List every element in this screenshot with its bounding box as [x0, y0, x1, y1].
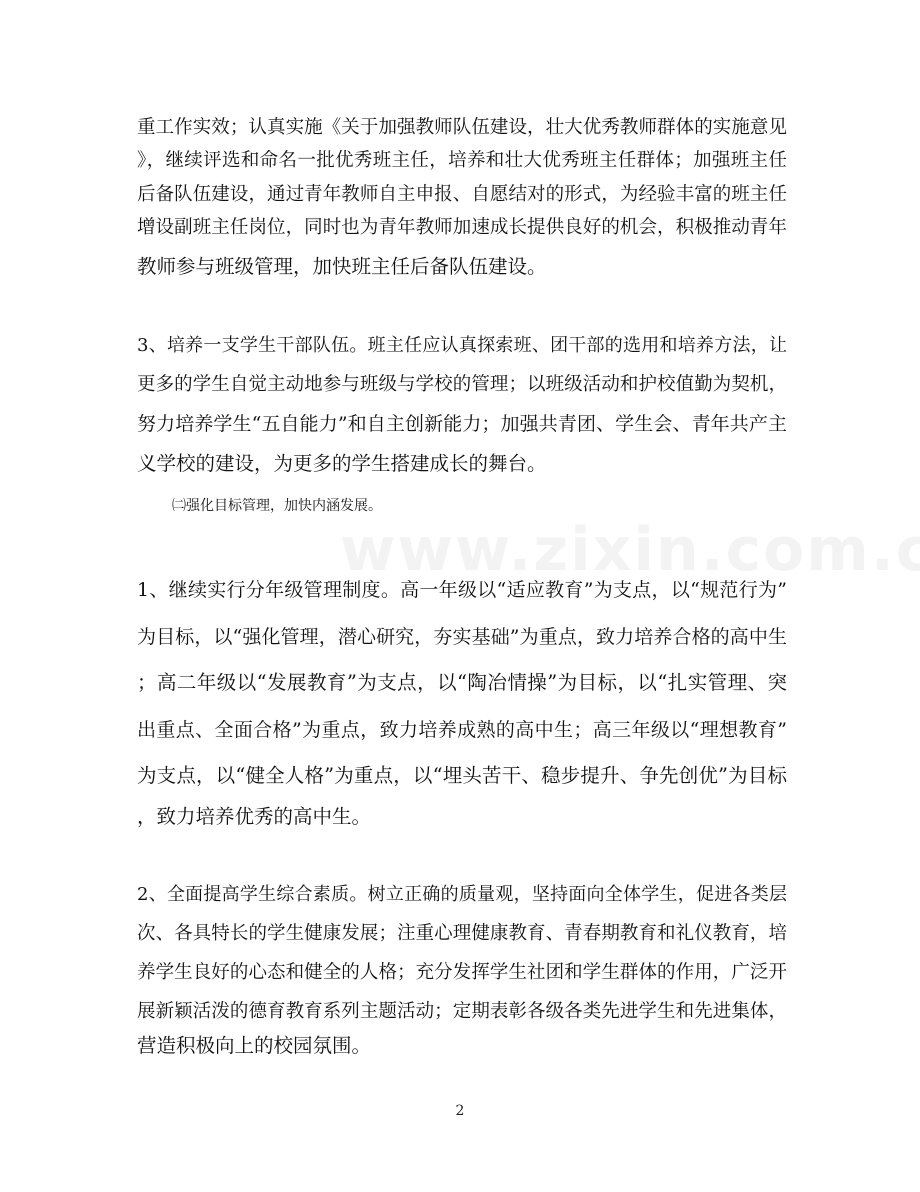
page-number: 2: [455, 1103, 465, 1119]
paragraph-1-line-4: 增设副班主任岗位，同时也为青年教师加速成长提供良好的机会，积极推动青年: [137, 217, 787, 238]
paragraph-4-line-5: 营造积极向上的校园氛围。: [137, 1034, 372, 1057]
watermark: [340, 515, 920, 585]
paragraph-3-line-4: 出重点、全面合格”为重点，致力培养成熟的高中生；高三年级以“理想教育”: [137, 719, 787, 741]
paragraph-1-line-1: 重工作实效；认真实施《关于加强教师队伍建设，壮大优秀教师群体的实施意见: [137, 117, 787, 138]
paragraph-3-line-5: 为支点，以“健全人格”为重点，以“埋头苦干、稳步提升、争先创优”为目标: [137, 764, 787, 787]
paragraph-4-line-2: 次、各具特长的学生健康发展；注重心理健康教育、青春期教育和礼仪教育，培: [137, 923, 787, 944]
paragraph-3-line-2: 为目标，以“强化管理，潜心研究，夯实基础”为重点，致力培养合格的高中生: [137, 626, 787, 648]
paragraph-2-line-2: 更多的学生自觉主动地参与班级与学校的管理；以班级活动和护校值勤为契机，: [137, 374, 787, 395]
paragraph-1-line-2: 》，继续评选和命名一批优秀班主任，培养和壮大优秀班主任群体；加强班主任: [137, 150, 787, 171]
paragraph-2-line-1: 3、培养一支学生干部队伍。班主任应认真探索班、团干部的选用和培养方法，让: [137, 335, 787, 356]
paragraph-4-line-3: 养学生良好的心态和健全的人格；充分发挥学生社团和学生群体的作用，广泛开: [137, 962, 787, 983]
paragraph-4-line-1: 2、全面提高学生综合素质。树立正确的质量观，坚持面向全体学生，促进各类层: [137, 884, 787, 905]
paragraph-2-line-3: 努力培养学生“五自能力”和自主创新能力；加强共青团、学生会、青年共产主: [137, 413, 787, 435]
paragraph-1-line-3: 后备队伍建设，通过青年教师自主申报、自愿结对的形式，为经验丰富的班主任: [137, 184, 787, 205]
paragraph-2-line-4: 义学校的建设，为更多的学生搭建成长的舞台。: [137, 452, 547, 475]
paragraph-1-line-5: 教师参与班级管理，加快班主任后备队伍建设。: [137, 255, 547, 278]
paragraph-3-line-6: ，致力培养优秀的高中生。: [137, 805, 372, 828]
paragraph-3-line-1: 1、继续实行分年级管理制度。高一年级以“适应教育”为支点，以“规范行为”: [137, 579, 787, 601]
paragraph-3-line-3: ；高二年级以“发展教育”为支点，以“陶冶情操”为目标，以“扎实管理、突: [137, 671, 787, 694]
paragraph-4-line-4: 展新颖活泼的德育教育系列主题活动；定期表彰各级各类先进学生和先进集体，: [137, 1001, 787, 1022]
section-heading: ㈡强化目标管理，加快内涵发展。: [172, 498, 382, 514]
